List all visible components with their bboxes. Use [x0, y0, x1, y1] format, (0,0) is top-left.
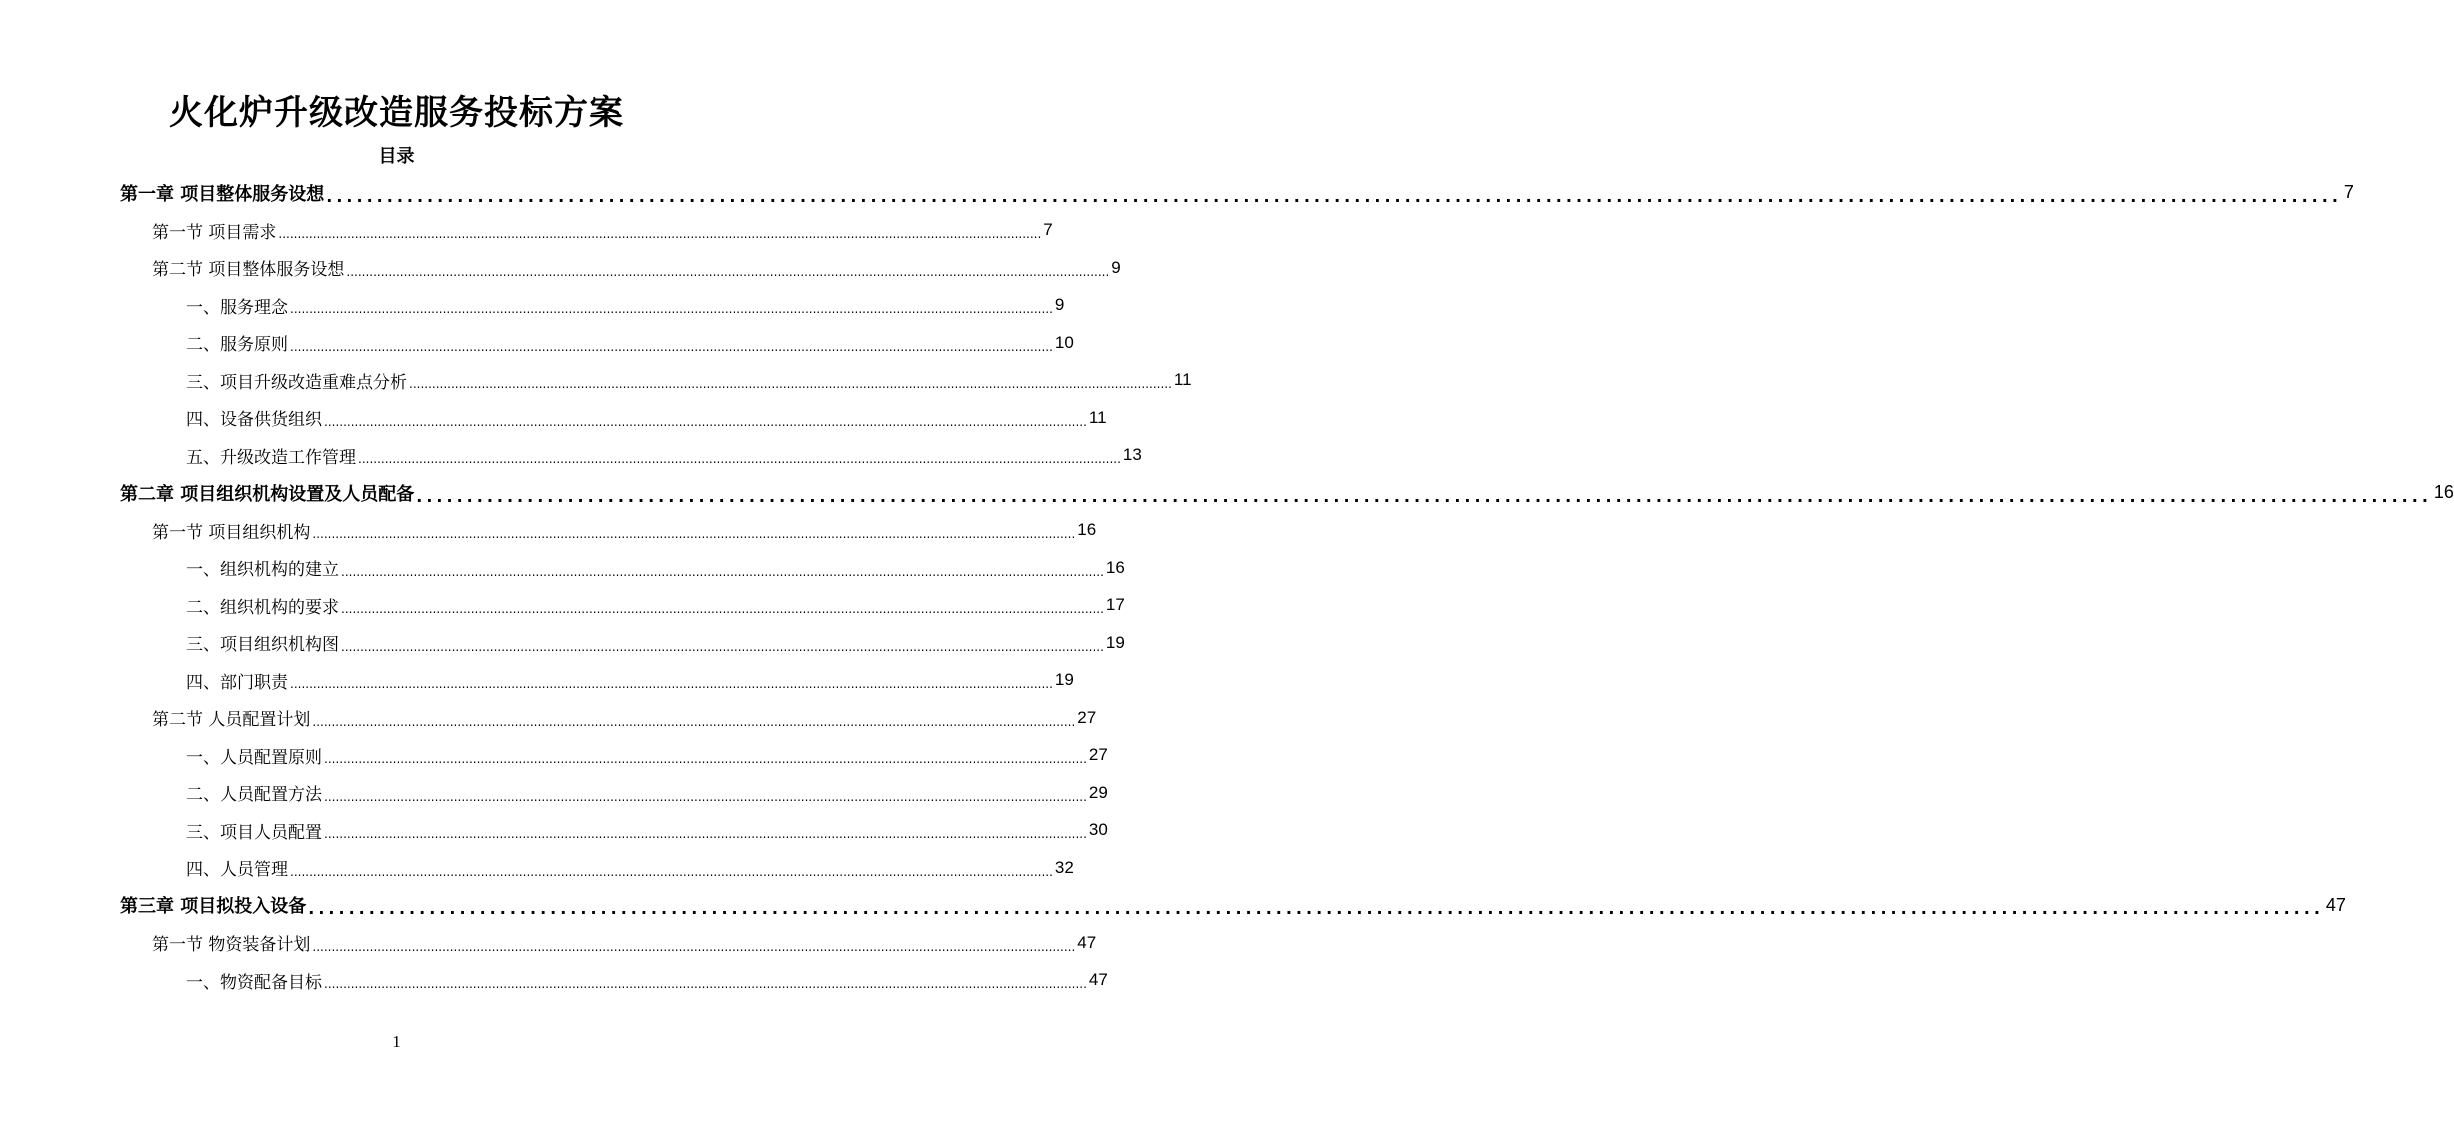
toc-entry-item[interactable] — [0, 287, 1065, 325]
toc-heading: 目录 — [378, 146, 415, 167]
toc-entry-label: 三、项目升级改造重难点分析 — [186, 372, 407, 393]
toc-entry-label: 一、人员配置原则 — [186, 747, 322, 768]
toc-leader-dots: ........................................................................................................................................................................................................ — [324, 752, 1087, 766]
toc-entry-page: 11 — [1173, 370, 1192, 390]
toc-entry-page: 27 — [1077, 707, 1097, 727]
toc-entry-chapter[interactable] — [0, 174, 2354, 212]
toc-leader-dots: ........................................................................................................................................................................................................ — [326, 186, 2342, 206]
toc-entry-label: 四、部门职责 — [186, 672, 288, 693]
toc-entry-page: 47 — [1088, 970, 1108, 990]
toc-entry-page: 16 — [1077, 520, 1097, 540]
toc-entry-page: 10 — [1054, 332, 1074, 352]
toc-entry-item[interactable] — [0, 324, 1074, 362]
toc-entry-page: 7 — [2343, 182, 2354, 203]
toc-entry-chapter[interactable] — [0, 474, 2454, 512]
toc-entry-page: 29 — [1088, 782, 1108, 802]
toc-entry-page: 16 — [1105, 557, 1125, 577]
toc-entry-item[interactable] — [0, 849, 1074, 887]
toc-entry-page: 19 — [1054, 670, 1074, 690]
toc-entry-page: 47 — [1077, 932, 1097, 952]
toc-leader-dots: ........................................................................................................................................................................................................ — [324, 977, 1087, 991]
toc-entry-page: 11 — [1088, 407, 1107, 427]
toc-leader-dots: ........................................................................................................................................................................................................ — [409, 377, 1172, 391]
toc-entry-page: 47 — [2325, 894, 2346, 915]
toc-entry-label: 第二节 人员配置计划 — [152, 710, 311, 731]
toc-leader-dots: ........................................................................................................................................................................................................ — [278, 227, 1042, 241]
toc-entry-section[interactable] — [0, 249, 1121, 287]
toc-entry-label: 一、物资配备目标 — [186, 972, 322, 993]
toc-entry-label: 第二章 项目组织机构设置及人员配备 — [120, 483, 415, 505]
toc-entry-item[interactable] — [0, 774, 1108, 812]
toc-entry-label: 二、人员配置方法 — [186, 785, 322, 806]
toc-entry-item[interactable] — [0, 362, 1192, 400]
toc-entry-item[interactable] — [0, 549, 1125, 587]
toc-entry-label: 第三章 项目拟投入设备 — [120, 896, 307, 918]
toc-entry-label: 第一章 项目整体服务设想 — [120, 183, 325, 205]
toc-entry-item[interactable] — [0, 437, 1142, 475]
toc-entry-chapter[interactable] — [0, 887, 2346, 925]
toc-entry-label: 一、服务理念 — [186, 297, 288, 318]
toc-leader-dots: ........................................................................................................................................................................................................ — [312, 527, 1076, 541]
toc-entry-item[interactable] — [0, 399, 1107, 437]
toc-leader-dots: ........................................................................................................................................................................................................ — [341, 602, 1104, 616]
toc-entry-page: 27 — [1088, 745, 1108, 765]
toc-leader-dots: ........................................................................................................................................................................................................ — [416, 486, 2432, 506]
toc-entry-section[interactable] — [0, 699, 1097, 737]
toc-leader-dots: ........................................................................................................................................................................................................ — [312, 939, 1076, 954]
toc-entry-label: 四、设备供货组织 — [186, 410, 322, 431]
toc-entry-page: 32 — [1054, 857, 1074, 877]
toc-entry-label: 第一节 项目需求 — [152, 222, 277, 243]
toc-leader-dots: ........................................................................................................................................................................................................ — [346, 264, 1110, 279]
toc-entry-label: 三、项目组织机构图 — [186, 635, 339, 656]
toc-entry-label: 二、服务原则 — [186, 335, 288, 356]
toc-entry-page: 9 — [1054, 295, 1065, 315]
toc-entry-page: 9 — [1111, 257, 1121, 277]
toc-entry-page: 13 — [1122, 445, 1142, 465]
toc-leader-dots: ........................................................................................................................................................................................................ — [341, 639, 1104, 654]
toc-entry-item[interactable] — [0, 624, 1125, 662]
toc-leader-dots: ........................................................................................................................................................................................................ — [324, 827, 1087, 841]
toc-entry-label: 第一节 项目组织机构 — [152, 522, 311, 543]
toc-entry-item[interactable] — [0, 962, 1108, 1000]
toc-entry-label: 一、组织机构的建立 — [186, 560, 339, 581]
toc-leader-dots: ........................................................................................................................................................................................................ — [290, 339, 1053, 354]
toc-entry-page: 17 — [1105, 595, 1125, 615]
toc-entry-item[interactable] — [0, 812, 1108, 850]
toc-entry-section[interactable] — [0, 212, 1053, 250]
toc-leader-dots: ........................................................................................................................................................................................................ — [324, 789, 1087, 804]
toc-leader-dots: ........................................................................................................................................................................................................ — [358, 452, 1121, 466]
toc-entry-page: 30 — [1088, 820, 1108, 840]
toc-entry-page: 16 — [2433, 482, 2454, 503]
page-number: 1 — [392, 1032, 401, 1051]
toc-entry-label: 二、组织机构的要求 — [186, 597, 339, 618]
toc-entry-label: 第一节 物资装备计划 — [152, 935, 311, 956]
toc-leader-dots: ........................................................................................................................................................................................................ — [324, 414, 1087, 429]
toc-entry-label: 四、人员管理 — [186, 860, 288, 881]
table-of-contents — [0, 174, 2454, 999]
toc-entry-page: 7 — [1043, 220, 1053, 240]
toc-entry-item[interactable] — [0, 737, 1108, 775]
toc-entry-item[interactable] — [0, 662, 1074, 700]
toc-leader-dots: ........................................................................................................................................................................................................ — [341, 564, 1104, 579]
toc-entry-page: 19 — [1105, 632, 1125, 652]
toc-entry-label: 三、项目人员配置 — [186, 822, 322, 843]
toc-leader-dots: ........................................................................................................................................................................................................ — [290, 677, 1053, 691]
toc-leader-dots: ........................................................................................................................................................................................................ — [290, 302, 1053, 316]
toc-entry-label: 第二节 项目整体服务设想 — [152, 260, 345, 281]
toc-entry-item[interactable] — [0, 587, 1125, 625]
toc-leader-dots: ........................................................................................................................................................................................................ — [312, 714, 1076, 729]
toc-leader-dots: ........................................................................................................................................................................................................ — [290, 864, 1053, 879]
toc-leader-dots: ........................................................................................................................................................................................................ — [308, 899, 2324, 918]
document-title: 火化炉升级改造服务投标方案 — [169, 93, 624, 133]
toc-entry-label: 五、升级改造工作管理 — [186, 447, 356, 468]
toc-entry-section[interactable] — [0, 512, 1097, 550]
toc-entry-section[interactable] — [0, 924, 1097, 962]
